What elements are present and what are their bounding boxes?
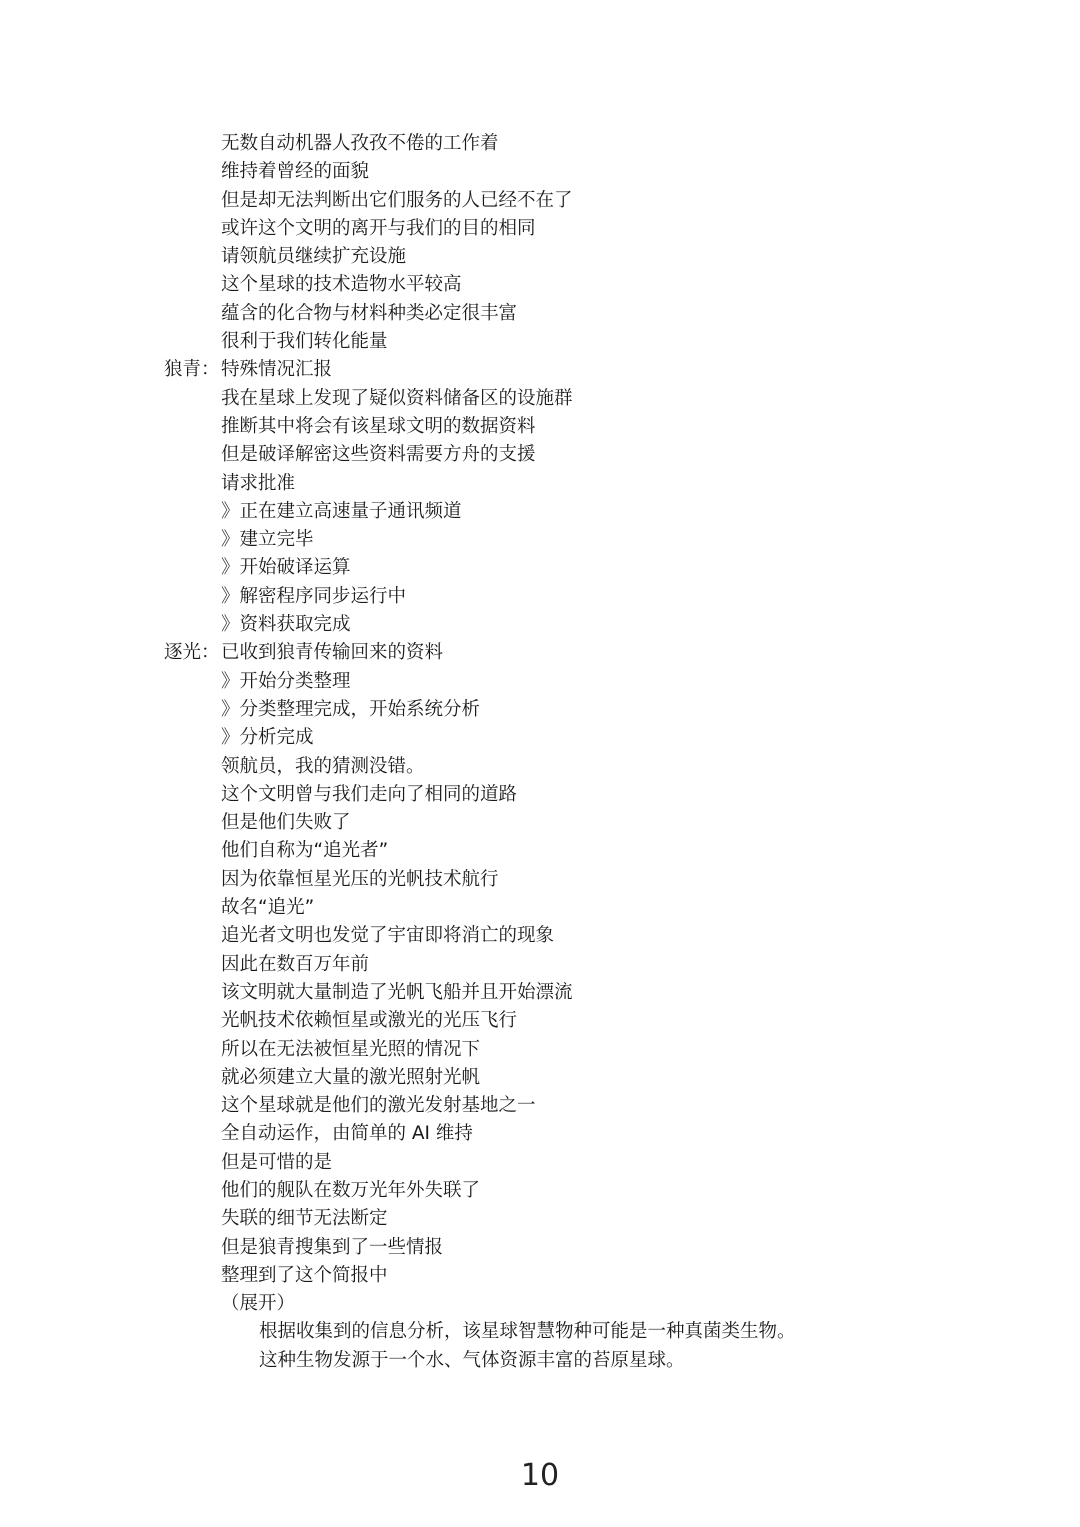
- line-text: 因为依靠恒星光压的光帆技术航行: [221, 868, 499, 890]
- text-line: [0, 215, 1080, 243]
- speaker-label: 狼青：: [164, 359, 220, 381]
- line-text: 》正在建立高速量子通讯频道: [221, 500, 462, 522]
- line-text: 失联的细节无法断定: [221, 1208, 388, 1230]
- text-line: [0, 979, 1080, 1007]
- text-line: [0, 1149, 1080, 1177]
- speaker-label: 逐光：: [164, 642, 220, 664]
- line-text: 这个文明曾与我们走向了相同的道路: [221, 783, 518, 805]
- text-line: [0, 1262, 1080, 1290]
- line-text: 但是破译解密这些资料需要方舟的支援: [221, 444, 536, 466]
- text-line: [0, 894, 1080, 922]
- line-text: 》分类整理完成，开始系统分析: [221, 698, 481, 720]
- text-line: [0, 243, 1080, 271]
- text-line: [0, 1347, 1080, 1375]
- line-text: 》开始分类整理: [221, 670, 351, 692]
- line-text: 但是可惜的是: [221, 1151, 333, 1173]
- line-text: 已收到狼青传输回来的资料: [221, 642, 444, 664]
- line-text: 整理到了这个简报中: [221, 1264, 388, 1286]
- line-text: 或许这个文明的离开与我们的目的相同: [221, 217, 536, 239]
- text-line: [0, 1205, 1080, 1233]
- text-line: [0, 781, 1080, 809]
- text-line: [0, 809, 1080, 837]
- text-line: [0, 470, 1080, 498]
- line-text: 他们的舰队在数万光年外失联了: [221, 1179, 481, 1201]
- text-line: [0, 498, 1080, 526]
- line-text: 请领航员继续扩充设施: [221, 246, 407, 268]
- line-text: 所以在无法被恒星光照的情况下: [221, 1038, 481, 1060]
- line-text: 根据收集到的信息分析，该星球智慧物种可能是一种真菌类生物。: [259, 1321, 796, 1343]
- line-text: 》开始破译运算: [221, 557, 351, 579]
- line-text: 该文明就大量制造了光帆飞船并且开始漂流: [221, 981, 573, 1003]
- text-line: [0, 526, 1080, 554]
- text-line: [0, 158, 1080, 186]
- line-text: 但是他们失败了: [221, 812, 351, 834]
- line-text: 这个星球就是他们的激光发射基地之一: [221, 1095, 536, 1117]
- line-text: 他们自称为“追光者”: [221, 840, 389, 862]
- text-line: [0, 130, 1080, 158]
- text-line: [0, 1318, 1080, 1346]
- line-text: 》资料获取完成: [221, 614, 351, 636]
- line-text: 维持着曾经的面貌: [221, 161, 370, 183]
- line-text: 追光者文明也发觉了宇宙即将消亡的现象: [221, 925, 555, 947]
- text-line: [0, 639, 1080, 667]
- line-text: 》分析完成: [221, 727, 314, 749]
- line-text: 就必须建立大量的激光照射光帆: [221, 1066, 481, 1088]
- line-text: 因此在数百万年前: [221, 953, 370, 975]
- text-line: [0, 1092, 1080, 1120]
- line-text: 特殊情况汇报: [221, 359, 333, 381]
- line-text: 我在星球上发现了疑似资料储备区的设施群: [221, 387, 573, 409]
- text-line: [0, 1007, 1080, 1035]
- text-line: [0, 441, 1080, 469]
- text-line: [0, 1120, 1080, 1148]
- line-text: 蕴含的化合物与材料种类必定很丰富: [221, 302, 518, 324]
- line-text: 这种生物发源于一个水、气体资源丰富的苔原星球。: [259, 1349, 685, 1371]
- page-number: 10: [520, 1458, 560, 1493]
- line-text: 无数自动机器人孜孜不倦的工作着: [221, 133, 499, 154]
- text-line: [0, 1064, 1080, 1092]
- text-line: [0, 271, 1080, 299]
- line-text: 领航员，我的猜测没错。: [221, 755, 425, 777]
- line-text: 》解密程序同步运行中: [221, 585, 407, 607]
- text-line: [0, 413, 1080, 441]
- line-text: 故名“追光”: [221, 897, 315, 919]
- line-text: （展开）: [221, 1293, 296, 1315]
- text-line: [0, 866, 1080, 894]
- text-line: [0, 583, 1080, 611]
- line-text: 请求批准: [221, 472, 296, 494]
- text-line: [0, 1177, 1080, 1205]
- line-text: 全自动运作，由简单的 AI 维持: [221, 1123, 473, 1145]
- line-text: 光帆技术依赖恒星或激光的光压飞行: [221, 1010, 518, 1032]
- dialogue-lines: [0, 130, 1080, 1375]
- text-line: [0, 724, 1080, 752]
- text-line: [0, 385, 1080, 413]
- text-line: [0, 611, 1080, 639]
- text-line: [0, 951, 1080, 979]
- text-line: [0, 922, 1080, 950]
- text-line: [0, 328, 1080, 356]
- text-line: [0, 696, 1080, 724]
- line-text: 很利于我们转化能量: [221, 331, 388, 353]
- line-text: 但是狼青搜集到了一些情报: [221, 1236, 444, 1258]
- text-line: [0, 554, 1080, 582]
- text-line: [0, 837, 1080, 865]
- text-line: [0, 1234, 1080, 1262]
- text-line: [0, 1036, 1080, 1064]
- text-line: [0, 356, 1080, 384]
- text-line: [0, 300, 1080, 328]
- text-line: [0, 668, 1080, 696]
- line-text: 这个星球的技术造物水平较高: [221, 274, 462, 296]
- line-text: 推断其中将会有该星球文明的数据资料: [221, 415, 536, 437]
- text-line: [0, 187, 1080, 215]
- line-text: 》建立完毕: [221, 529, 314, 551]
- text-line: [0, 1290, 1080, 1318]
- line-text: 但是却无法判断出它们服务的人已经不在了: [221, 189, 573, 211]
- text-line: [0, 753, 1080, 781]
